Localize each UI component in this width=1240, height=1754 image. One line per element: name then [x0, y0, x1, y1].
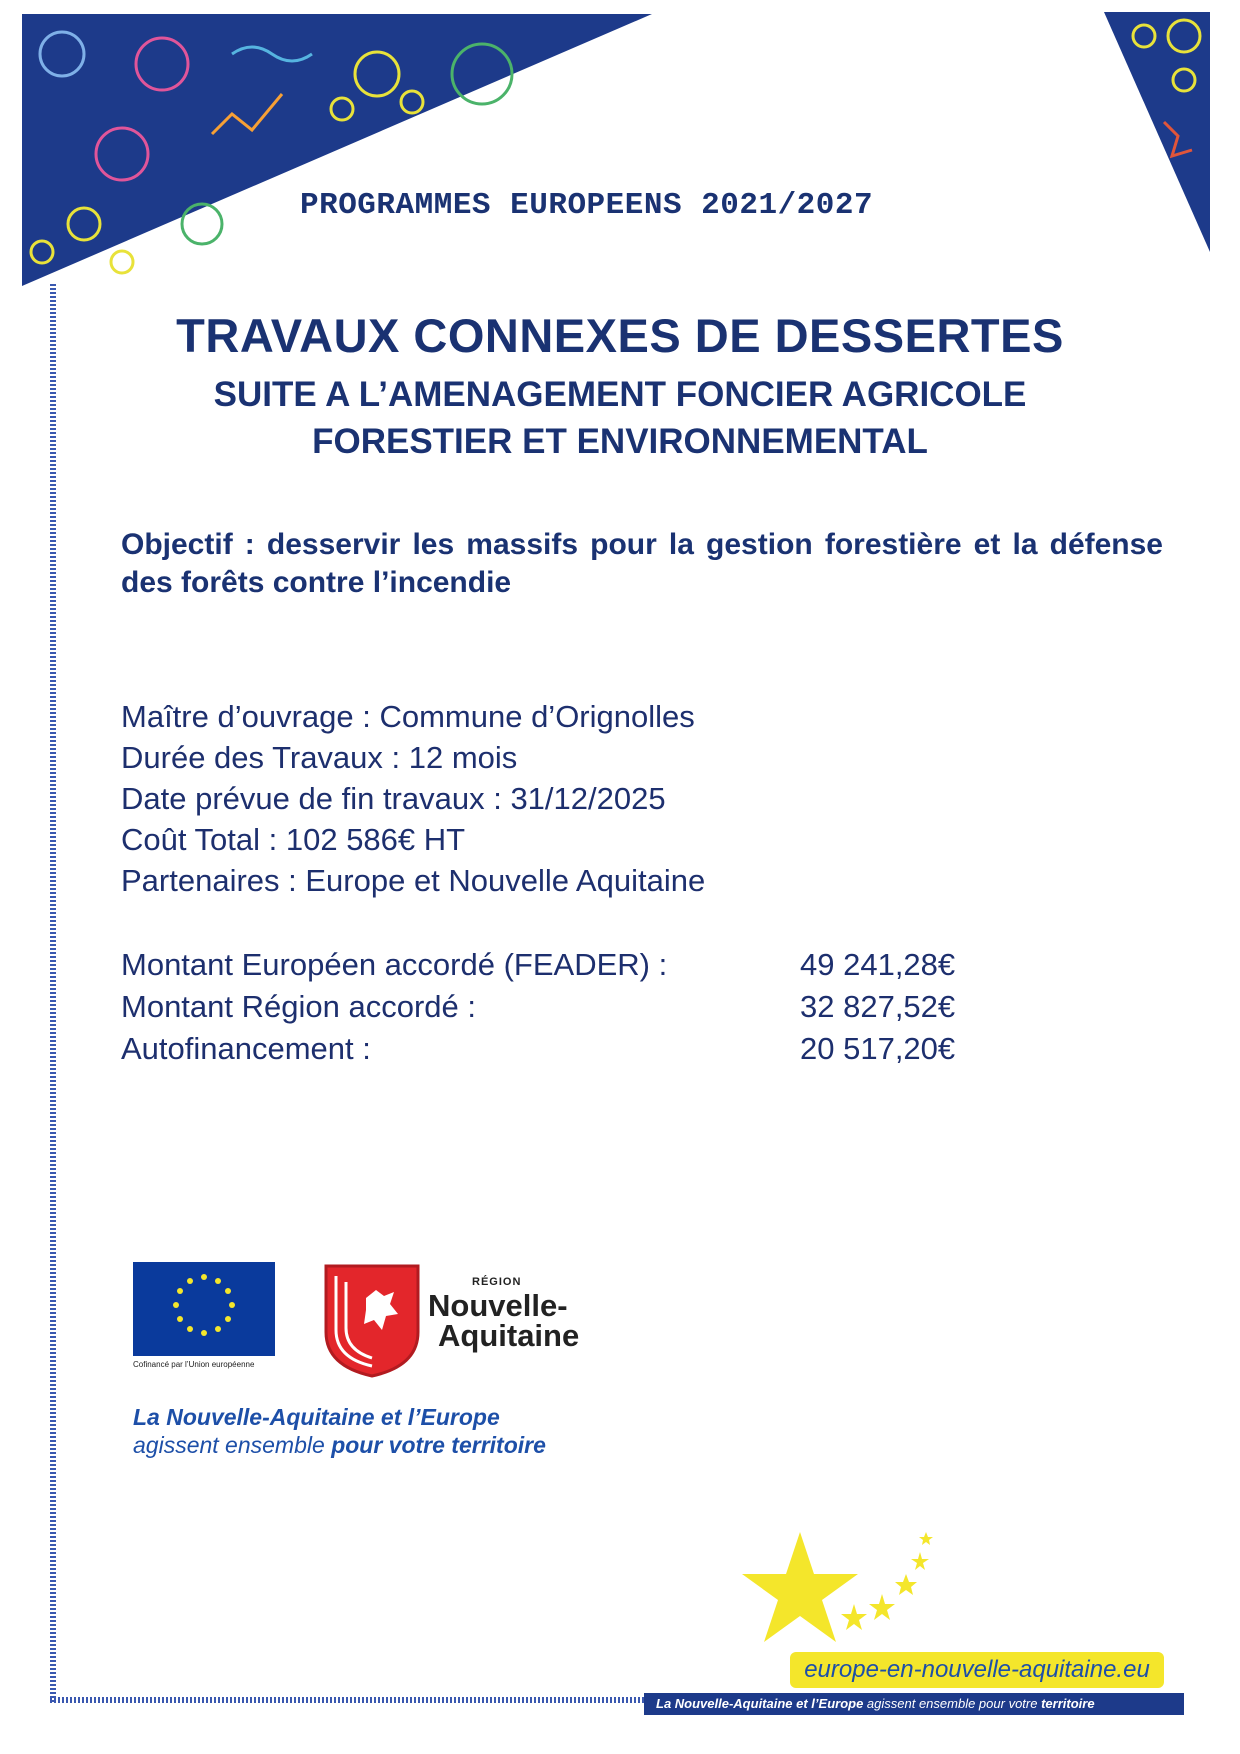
footer-bar-part-a: La Nouvelle-Aquitaine et l’Europe [656, 1696, 864, 1711]
bottom-dotted-border [50, 1697, 650, 1703]
tagline-part-a: agissent ensemble [133, 1432, 332, 1458]
region-small-label: RÉGION [472, 1276, 522, 1288]
funding-label-eu: Montant Européen accordé (FEADER) : [121, 947, 668, 982]
footer-bar [644, 1693, 1184, 1715]
funding-label-self: Autofinancement : [121, 1031, 371, 1066]
yellow-stars-icon [730, 1512, 950, 1664]
subtitle-line-1: SUITE A L’AMENAGEMENT FONCIER AGRICOLE [213, 375, 1027, 414]
detail-end-date: Date prévue de fin travaux : 31/12/2025 [121, 781, 666, 816]
footer-bar-part-b: agissent ensemble pour votre [863, 1696, 1042, 1711]
objective-text: Objectif : desservir les massifs pour la gestion forestière et la défense des forêts contre l’incendie [121, 528, 1163, 599]
main-title: TRAVAUX CONNEXES DE DESSERTES [176, 309, 1064, 362]
detail-partners: Partenaires : Europe et Nouvelle Aquitaine [121, 863, 706, 898]
top-left-banner [22, 14, 652, 286]
footer-bar-part-c: territoire [1041, 1696, 1095, 1711]
region-shield-icon [322, 1262, 422, 1380]
top-right-banner [1104, 12, 1210, 252]
eu-caption: Cofinancé par l’Union européenne [133, 1360, 255, 1369]
region-name-line2: Aquitaine [438, 1318, 580, 1353]
left-dotted-border [50, 284, 56, 1704]
tagline-line1: La Nouvelle-Aquitaine et l’Europe [133, 1404, 500, 1430]
region-name-line1: Nouvelle- [428, 1288, 568, 1323]
subtitle-line-2: FORESTIER ET ENVIRONNEMENTAL [312, 422, 928, 461]
eu-flag-logo [133, 1262, 275, 1356]
funding-amount-eu: 49 241,28€ [800, 947, 956, 982]
funding-amount-region: 32 827,52€ [800, 989, 956, 1024]
website-url[interactable]: europe-en-nouvelle-aquitaine.eu [790, 1652, 1164, 1688]
funding-amount-self: 20 517,20€ [800, 1031, 956, 1066]
detail-total-cost: Coût Total : 102 586€ HT [121, 822, 466, 857]
detail-duration: Durée des Travaux : 12 mois [121, 740, 518, 775]
detail-owner: Maître d’ouvrage : Commune d’Orignolles [121, 699, 695, 734]
programme-heading: PROGRAMMES EUROPEENS 2021/2027 [300, 188, 874, 223]
eu-stars-icon [133, 1262, 275, 1356]
tagline-part-b: pour votre territoire [331, 1432, 546, 1458]
funding-label-region: Montant Région accordé : [121, 989, 476, 1024]
tagline-line2 [133, 1432, 546, 1459]
